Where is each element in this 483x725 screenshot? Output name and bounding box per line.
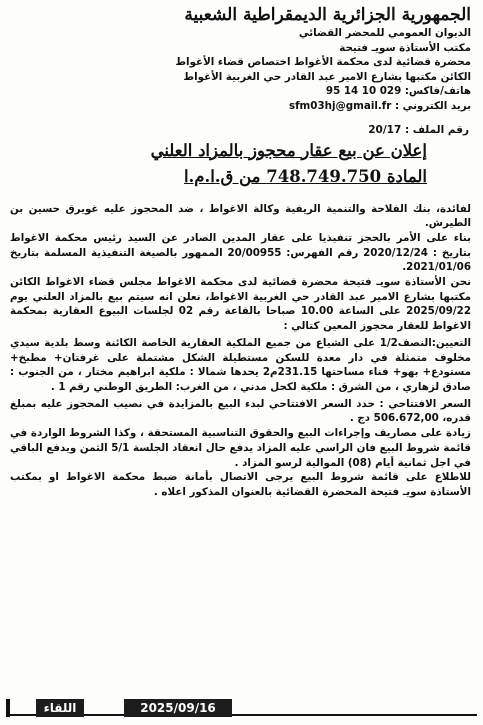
notice-title: إعلان عن بيع عقار محجوز بالمزاد العلني — [150, 140, 427, 160]
newspaper-name: اللقاء — [36, 699, 84, 717]
jurisdiction-line: محضرة قضائية لدى محكمة الأغواط اختصاص قضاء الأغواط — [175, 56, 471, 69]
beneficiary-paragraph: لفائدة، بنك الفلاحة والتنمية الريفية وكالة الاغواط ، ضد المحجوز عليه غويرق حسين بن الطيرش. — [10, 202, 471, 230]
phone-line: هاتف/فاكس: 029 10 14 95 — [325, 85, 471, 98]
address-line: الكائن مكتبها بشارع الامير عبد القادر حي الغربية الأغواط — [183, 70, 471, 83]
publication-date: 2025/09/16 — [124, 699, 232, 717]
file-reference: رقم الملف : 20/17 — [368, 123, 469, 136]
seizure-order-paragraph: بناء على الأمر بالحجز تنفيذيا على عقار المدين الصادر عن السيد رئيس محكمة الاغواط بتاريخ : 2020/12/24 رقم الفهرس: 20/00955 الممهور بالصيغة التنفيذية المسلمة بتاريخ 2021/01/06. — [10, 231, 471, 274]
footer-bar — [6, 697, 477, 717]
opening-price-paragraph: السعر الافتتاحي : حدد السعر الافتتاحي لبدء البيع بالمزايدة في نصيب المحجوز عليه بمبلغ قدره، 506.672,00 دج . — [10, 397, 471, 425]
contact-paragraph: للاطلاع على قائمة شروط البيع يرجى الاتصال بأمانة ضبط محكمة الاغواط او بمكتب الأستاذة سويـ فتيحة المحضرة القضائية بالعنوان المذكور اعلاه . — [10, 471, 471, 498]
office-line: الديوان العمومي للمحضر القضائي — [298, 27, 471, 39]
notice-page — [6, 4, 477, 721]
republic-heading: الجمهورية الجزائرية الديمقراطية الشعبية — [184, 5, 471, 25]
property-description-paragraph: التعيين:النصف1/2 على الشياع من جميع الملكية العقارية الخاصة الكائنة وسط بلدية سيدي مخلوف متمثلة في دار معدة للسكن مستطيلة الشكل مشتملة على غرفتان+ مطبخ+ مستودع+ بهو+ فناء مساحتها 231.15م2 يحدها شمالا : ملكية ابراهيم مختار ، من الجنوب : صادق لزهاري ، من الشرق : ملكية لكحل مدني ، من الغرب: الطريق الوطني رقم 1 . — [10, 336, 471, 393]
bailiff-line: مكتب الأستاذة سويـ فتيحة — [339, 41, 471, 54]
notice-legal-article: المادة 748.749.750 من ق.ا.م.ا — [183, 166, 427, 186]
fees-conditions-paragraph: زيادة على مصاريف وإجراءات البيع والحقوق التناسبية المستحقة ، وكذا الشروط الواردة في قائمة شروط البيع فان الراسي عليه المزاد يدفع حال انعقاد الجلسة 5/1 الثمن ويدفع الباقي في اجل ثمانية أيام (08) الموالية لرسو المزاد . — [10, 427, 471, 469]
email-line: بريد الكتروني : sfm03hj@gmail.fr — [288, 99, 471, 112]
footer-edge-mark — [6, 699, 10, 717]
auction-announcement-paragraph: نحن الأستاذة سويـ فتيحة محضرة قضائية لدى محكمة الاغواط مجلس قضاء الاغواط الكائن مكتبها بشارع الامير عبد القادر حي الغربية الاغواط، نعلن انه سيتم بيع بالمزاد العلني يوم 2025/09/22 على الساعة 10.00 صباحا بالقاعة رقم 02 لجلسات البيوع العقارية بمحكمة الاغواط للعقار محجوز المعين كتالي : — [10, 276, 472, 333]
